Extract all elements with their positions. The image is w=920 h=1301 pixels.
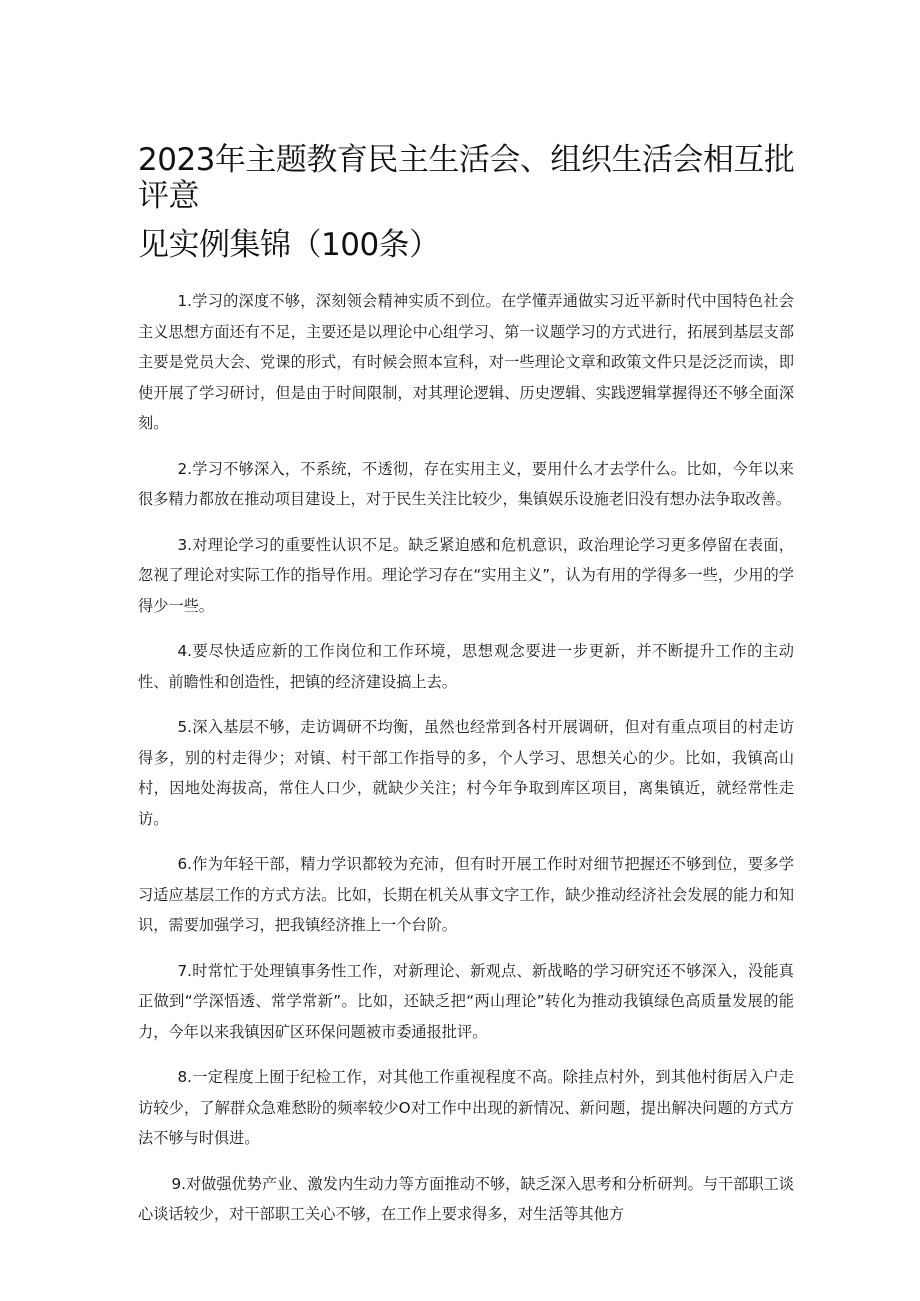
paragraph-5: 5.深入基层不够，走访调研不均衡，虽然也经常到各村开展调研，但对有重点项目的村走访得多，别的村走得少；对镇、村干部工作指导的多，个人学习、思想关心的少。比如，我镇高山村，因地处海拔高，常住人口少，就缺少关注；村今年争取到库区项目，离集镇近，就经常性走访。 — [138, 718, 794, 828]
paragraph-7: 7.时常忙于处理镇事务性工作，对新理论、新观点、新战略的学习研究还不够深入，没能真正做到“学深悟透、常学常新”。比如，还缺乏把“两山理论”转化为推动我镇绿色高质量发展的能力，今年以来我镇因矿区环保问题被市委通报批评。 — [138, 961, 794, 1041]
document-title-line-2: 见实例集锦（100条） — [138, 227, 440, 263]
paragraph-4: 4.要尽快适应新的工作岗位和工作环境，思想观念要进一步更新，并不断提升工作的主动性、前瞻性和创造性，把镇的经济建设搞上去。 — [138, 642, 794, 691]
paragraph-1: 1.学习的深度不够，深刻领会精神实质不到位。在学懂弄通做实习近平新时代中国特色社会主义思想方面还有不足，主要还是以理论中心组学习、第一议题学习的方式进行，拓展到基层支部主要是党员大会、党课的形式，有时候会照本宣科，对一些理论文章和政策文件只是泛泛而读，即使开展了学习研讨，但是由于时间限制，对其理论逻辑、历史逻辑、实践逻辑掌握得还不够全面深刻。 — [138, 292, 794, 432]
paragraph-3: 3.对理论学习的重要性认识不足。缺乏紧迫感和危机意识，政治理论学习更多停留在表面，忽视了理论对实际工作的指导作用。理论学习存在“实用主义”，认为有用的学得多一些，少用的学得少一些。 — [138, 535, 794, 615]
paragraph-8: 8.一定程度上囿于纪检工作，对其他工作重视程度不高。除挂点村外，到其他村街居入户走访较少，了解群众急难愁盼的频率较少O对工作中出现的新情况、新问题，提出解决问题的方式方法不够与时俱进。 — [138, 1068, 794, 1147]
paragraph-2: 2.学习不够深入，不系统，不透彻，存在实用主义，要用什么才去学什么。比如，今年以来很多精力都放在推动项目建设上，对于民生关注比较少，集镇娱乐设施老旧没有想办法争取改善。 — [138, 459, 794, 508]
paragraph-6: 6.作为年轻干部，精力学识都较为充沛，但有时开展工作时对细节把握还不够到位，要多学习适应基层工作的方式方法。比如，长期在机关从事文字工作，缺少推动经济社会发展的能力和知识，需要加强学习，把我镇经济推上一个台阶。 — [138, 855, 794, 934]
document-body — [138, 286, 794, 1245]
document-title-line-1: 2023年主题教育民主生活会、组织生活会相互批评意 — [138, 142, 795, 214]
paragraph-9: 9.对做强优势产业、激发内生动力等方面推动不够，缺乏深入思考和分析研判。与干部职工谈心谈话较少，对干部职工关心不够，在工作上要求得多，对生活等其他方 — [138, 1174, 794, 1223]
